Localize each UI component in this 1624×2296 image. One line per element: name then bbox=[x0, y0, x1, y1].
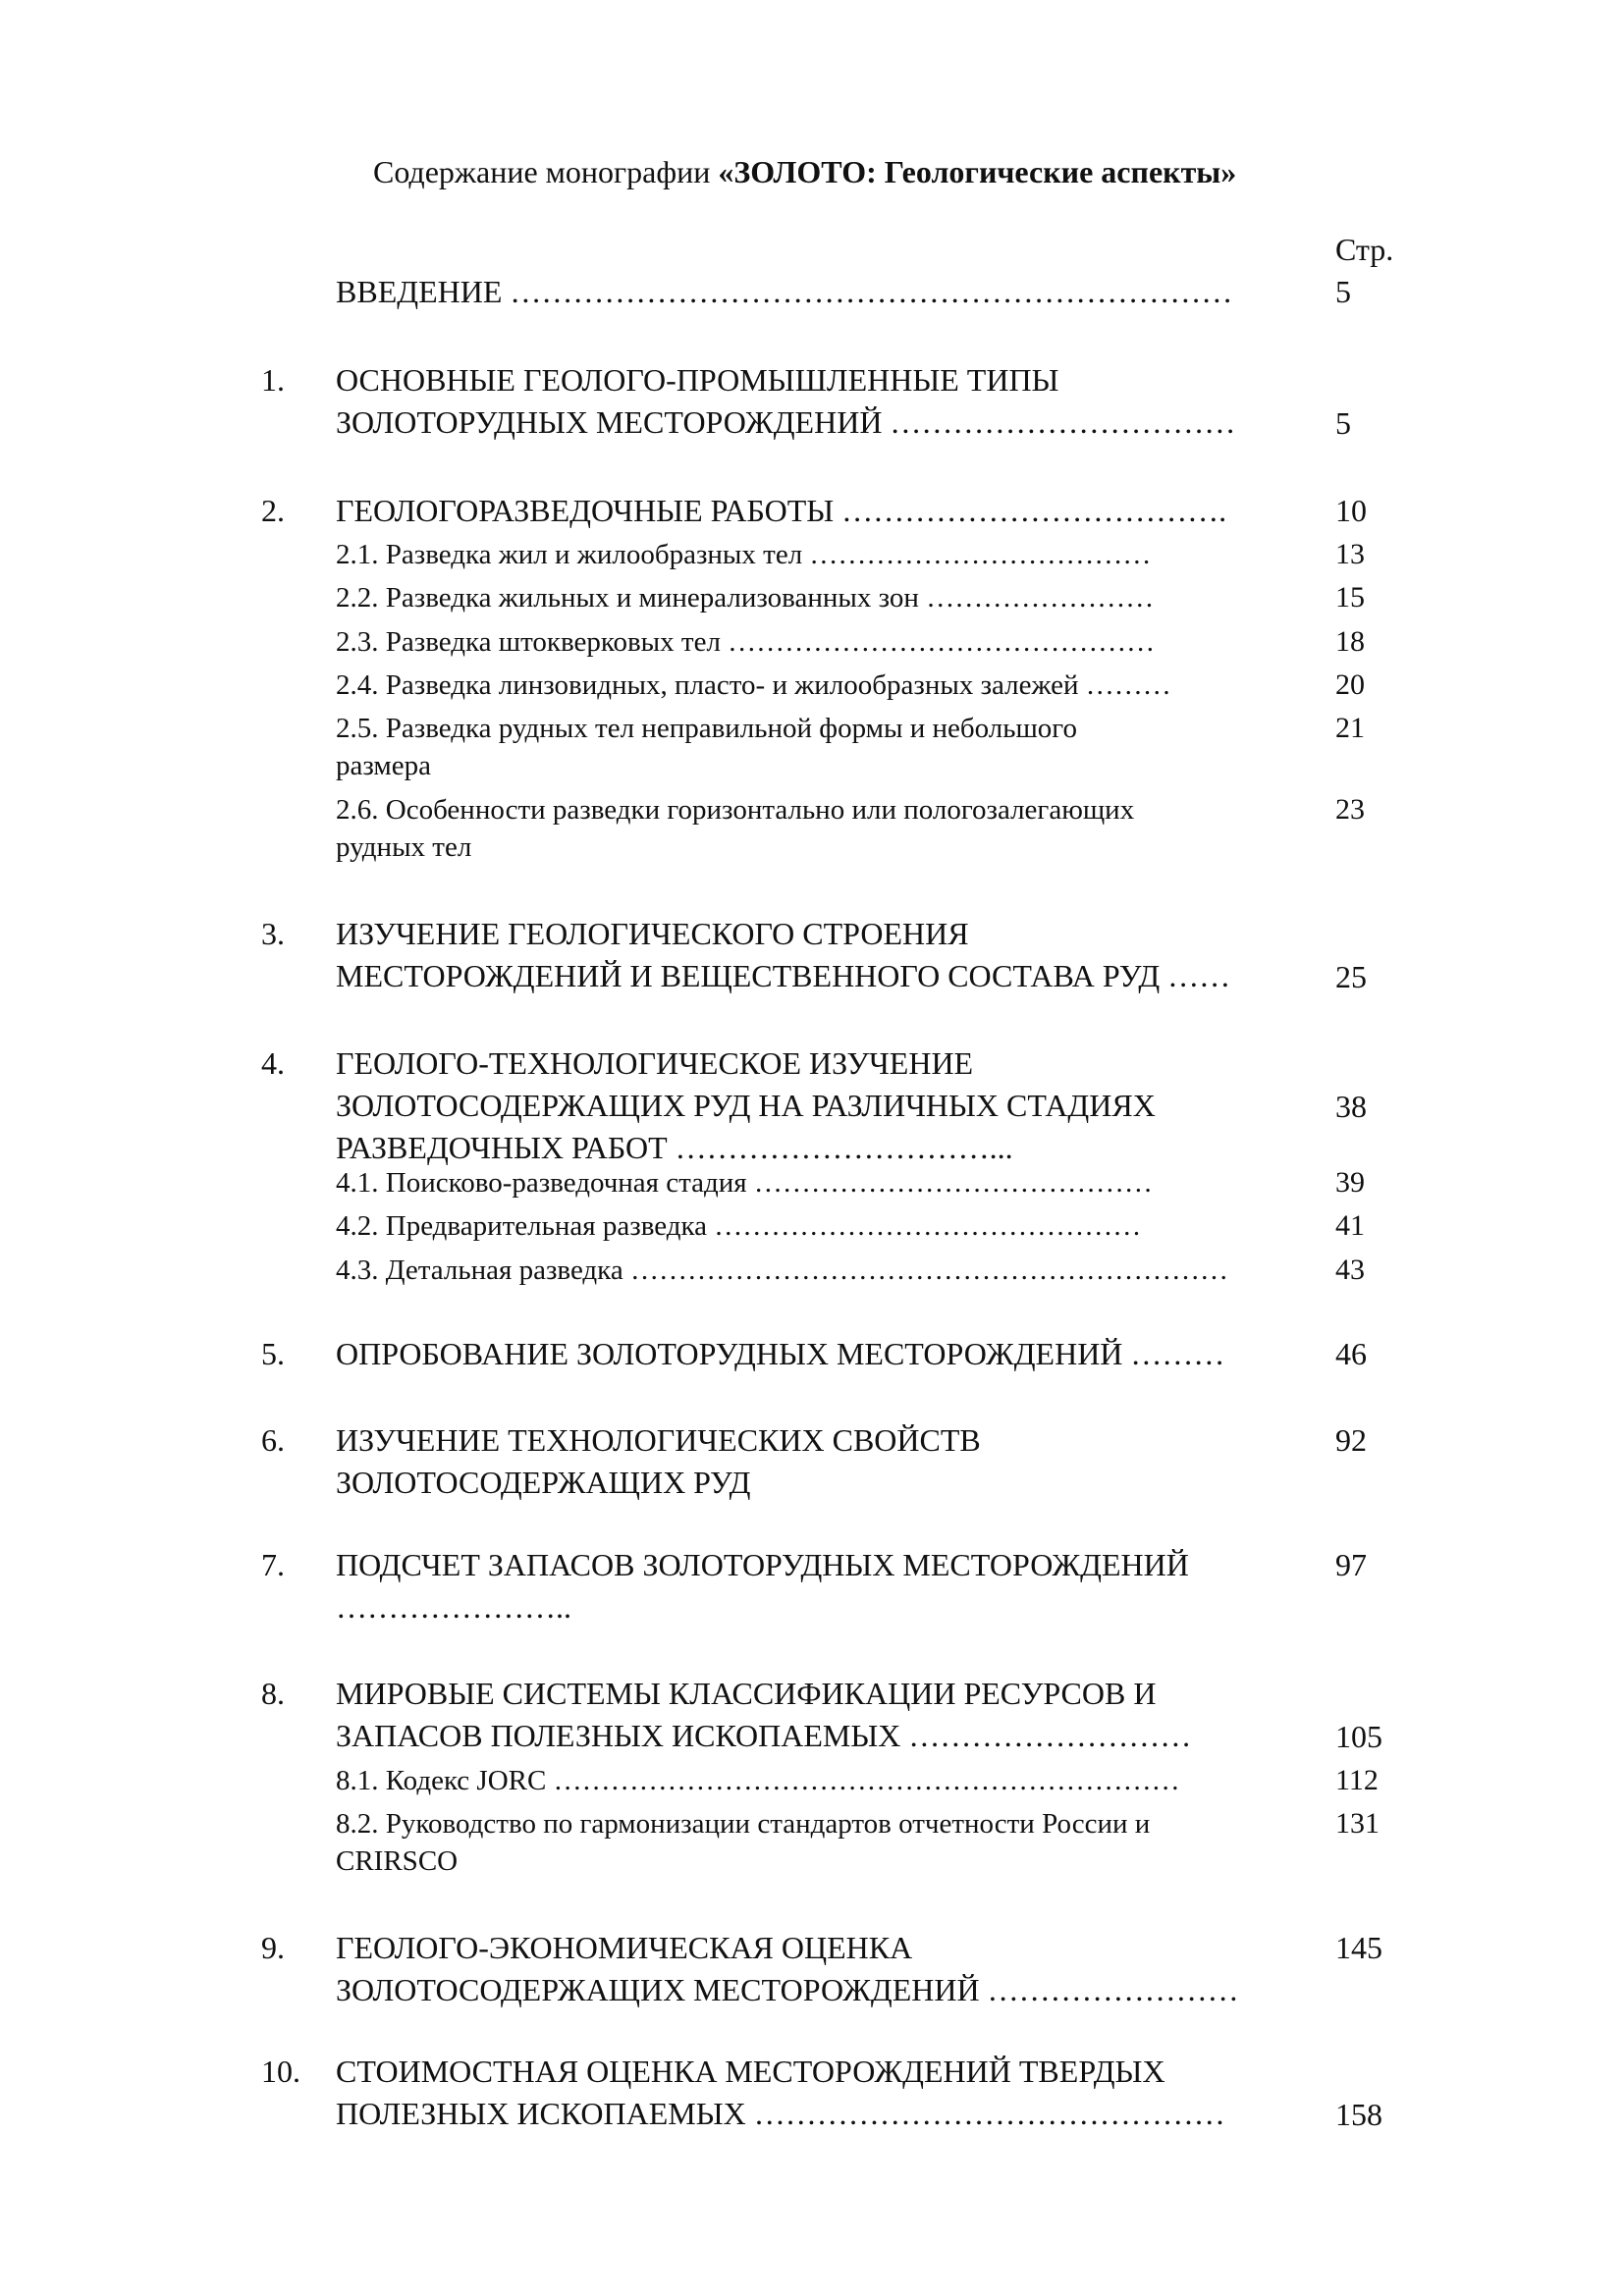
toc-entry-title-cont: РАЗВЕДОЧНЫХ РАБОТ …………………………... bbox=[336, 1130, 1013, 1165]
toc-entry-title-cont: ЗОЛОТОСОДЕРЖАЩИХ РУД НА РАЗЛИЧНЫХ СТАДИЯХ bbox=[336, 1088, 1156, 1123]
toc-entry-title: ГЕОЛОГОРАЗВЕДОЧНЫЕ РАБОТЫ ………………………………. bbox=[336, 493, 1227, 528]
toc-entry-title-cont: размера bbox=[336, 750, 432, 781]
toc-entry-title-cont: МЕСТОРОЖДЕНИЙ И ВЕЩЕСТВЕННОГО СОСТАВА РУД …… bbox=[336, 958, 1231, 993]
toc-entry-title-cont: ………………….. bbox=[336, 1589, 571, 1625]
toc-entry-number: 1. bbox=[261, 362, 285, 398]
toc-page-number: 131 bbox=[1335, 1807, 1380, 1840]
toc-entry-title: ОСНОВНЫЕ ГЕОЛОГО-ПРОМЫШЛЕННЫЕ ТИПЫ bbox=[336, 362, 1059, 398]
toc-entry-title: ИЗУЧЕНИЕ ТЕХНОЛОГИЧЕСКИХ СВОЙСТВ bbox=[336, 1422, 981, 1458]
toc-entry-number: 5. bbox=[261, 1336, 285, 1371]
toc-entry-number: 9. bbox=[261, 1930, 285, 1965]
toc-entry-number: 8. bbox=[261, 1676, 285, 1711]
toc-entry-number: 2. bbox=[261, 493, 285, 528]
toc-page-number: 92 bbox=[1335, 1422, 1367, 1458]
toc-page-number: 39 bbox=[1335, 1166, 1365, 1199]
toc-entry-title: МИРОВЫЕ СИСТЕМЫ КЛАССИФИКАЦИИ РЕСУРСОВ И bbox=[336, 1676, 1157, 1711]
toc-page-number: 112 bbox=[1335, 1764, 1379, 1796]
toc-page-number: 158 bbox=[1335, 2097, 1382, 2132]
toc-entry-title: ГЕОЛОГО-ЭКОНОМИЧЕСКАЯ ОЦЕНКА bbox=[336, 1930, 913, 1965]
toc-entry-title: ОПРОБОВАНИЕ ЗОЛОТОРУДНЫХ МЕСТОРОЖДЕНИЙ ……… bbox=[336, 1336, 1225, 1371]
toc-entry-title-cont: ЗОЛОТОСОДЕРЖАЩИХ РУД bbox=[336, 1465, 751, 1500]
toc-entry-title: 2.6. Особенности разведки горизонтально или пологозалегающих bbox=[336, 794, 1135, 826]
toc-entry-title-cont: ЗАПАСОВ ПОЛЕЗНЫХ ИСКОПАЕМЫХ ……………………… bbox=[336, 1718, 1192, 1753]
toc-page-number: 105 bbox=[1335, 1719, 1382, 1754]
toc-page-number: 5 bbox=[1335, 274, 1351, 309]
toc-entry-title: 2.5. Разведка рудных тел неправильной формы и небольшого bbox=[336, 713, 1077, 744]
toc-page-number: 18 bbox=[1335, 625, 1365, 658]
toc-page-number: 23 bbox=[1335, 793, 1365, 826]
toc-page-number: 41 bbox=[1335, 1209, 1365, 1242]
toc-page-number: 10 bbox=[1335, 493, 1367, 528]
toc-page-number: 21 bbox=[1335, 712, 1365, 744]
toc-entry-title-cont: ПОЛЕЗНЫХ ИСКОПАЕМЫХ ……………………………………… bbox=[336, 2096, 1225, 2131]
page-column-label: Стр. bbox=[1335, 232, 1394, 267]
toc-page-number: 145 bbox=[1335, 1930, 1382, 1965]
toc-entry-number: 3. bbox=[261, 916, 285, 951]
toc-entry-number: 10. bbox=[261, 2054, 300, 2089]
toc-entry-title: ВВЕДЕНИЕ …………………………………………………………… bbox=[336, 274, 1233, 309]
toc-entry-title: 8.2. Руководство по гармонизации стандартов отчетности России и bbox=[336, 1808, 1151, 1840]
toc-page-number: 38 bbox=[1335, 1089, 1367, 1124]
title-prefix: Содержание монографии bbox=[373, 154, 719, 189]
toc-entry-title: 2.2. Разведка жильных и минерализованных зон …………………… bbox=[336, 582, 1155, 614]
toc-entry-title: СТОИМОСТНАЯ ОЦЕНКА МЕСТОРОЖДЕНИЙ ТВЕРДЫХ bbox=[336, 2054, 1165, 2089]
toc-page-number: 20 bbox=[1335, 668, 1365, 701]
toc-entry-title: ИЗУЧЕНИЕ ГЕОЛОГИЧЕСКОГО СТРОЕНИЯ bbox=[336, 916, 969, 951]
document-title bbox=[373, 154, 1236, 190]
toc-entry-title: 4.1. Поисково-разведочная стадия …………………………………… bbox=[336, 1167, 1153, 1199]
toc-entry-title: ПОДСЧЕТ ЗАПАСОВ ЗОЛОТОРУДНЫХ МЕСТОРОЖДЕНИЙ bbox=[336, 1547, 1189, 1582]
toc-entry-title: 4.3. Детальная разведка ……………………………………………………… bbox=[336, 1255, 1228, 1286]
toc-page-number: 43 bbox=[1335, 1254, 1365, 1286]
toc-entry-title: 8.1. Кодекс JORC ………………………………………………………… bbox=[336, 1765, 1180, 1796]
toc-entry-title: 2.3. Разведка штокверковых тел ……………………………………… bbox=[336, 626, 1156, 658]
toc-entry-title-cont: рудных тел bbox=[336, 831, 472, 863]
toc-entry-number: 4. bbox=[261, 1045, 285, 1081]
toc-page-number: 5 bbox=[1335, 405, 1351, 441]
title-bold: «ЗОЛОТО: Геологические аспекты» bbox=[718, 154, 1237, 189]
toc-page-number: 13 bbox=[1335, 538, 1365, 570]
toc-entry-title-cont: ЗОЛОТОСОДЕРЖАЩИХ МЕСТОРОЖДЕНИЙ …………………… bbox=[336, 1972, 1239, 2007]
toc-page-number: 46 bbox=[1335, 1336, 1367, 1371]
toc-entry-number: 6. bbox=[261, 1422, 285, 1458]
toc-entry-title: 2.4. Разведка линзовидных, пласто- и жилообразных залежей ……… bbox=[336, 669, 1171, 701]
toc-entry-title: 4.2. Предварительная разведка ……………………………………… bbox=[336, 1210, 1142, 1242]
toc-page-number: 97 bbox=[1335, 1547, 1367, 1582]
toc-entry-title-cont: ЗОЛОТОРУДНЫХ МЕСТОРОЖДЕНИЙ …………………………… bbox=[336, 404, 1236, 440]
toc-entry-title-cont: CRIRSCO bbox=[336, 1845, 459, 1877]
toc-entry-title: 2.1. Разведка жил и жилообразных тел ……………………………… bbox=[336, 539, 1152, 570]
toc-entry-number: 7. bbox=[261, 1547, 285, 1582]
toc-entry-title: ГЕОЛОГО-ТЕХНОЛОГИЧЕСКОЕ ИЗУЧЕНИЕ bbox=[336, 1045, 974, 1081]
toc-page-number: 15 bbox=[1335, 581, 1365, 614]
toc-page-number: 25 bbox=[1335, 959, 1367, 994]
